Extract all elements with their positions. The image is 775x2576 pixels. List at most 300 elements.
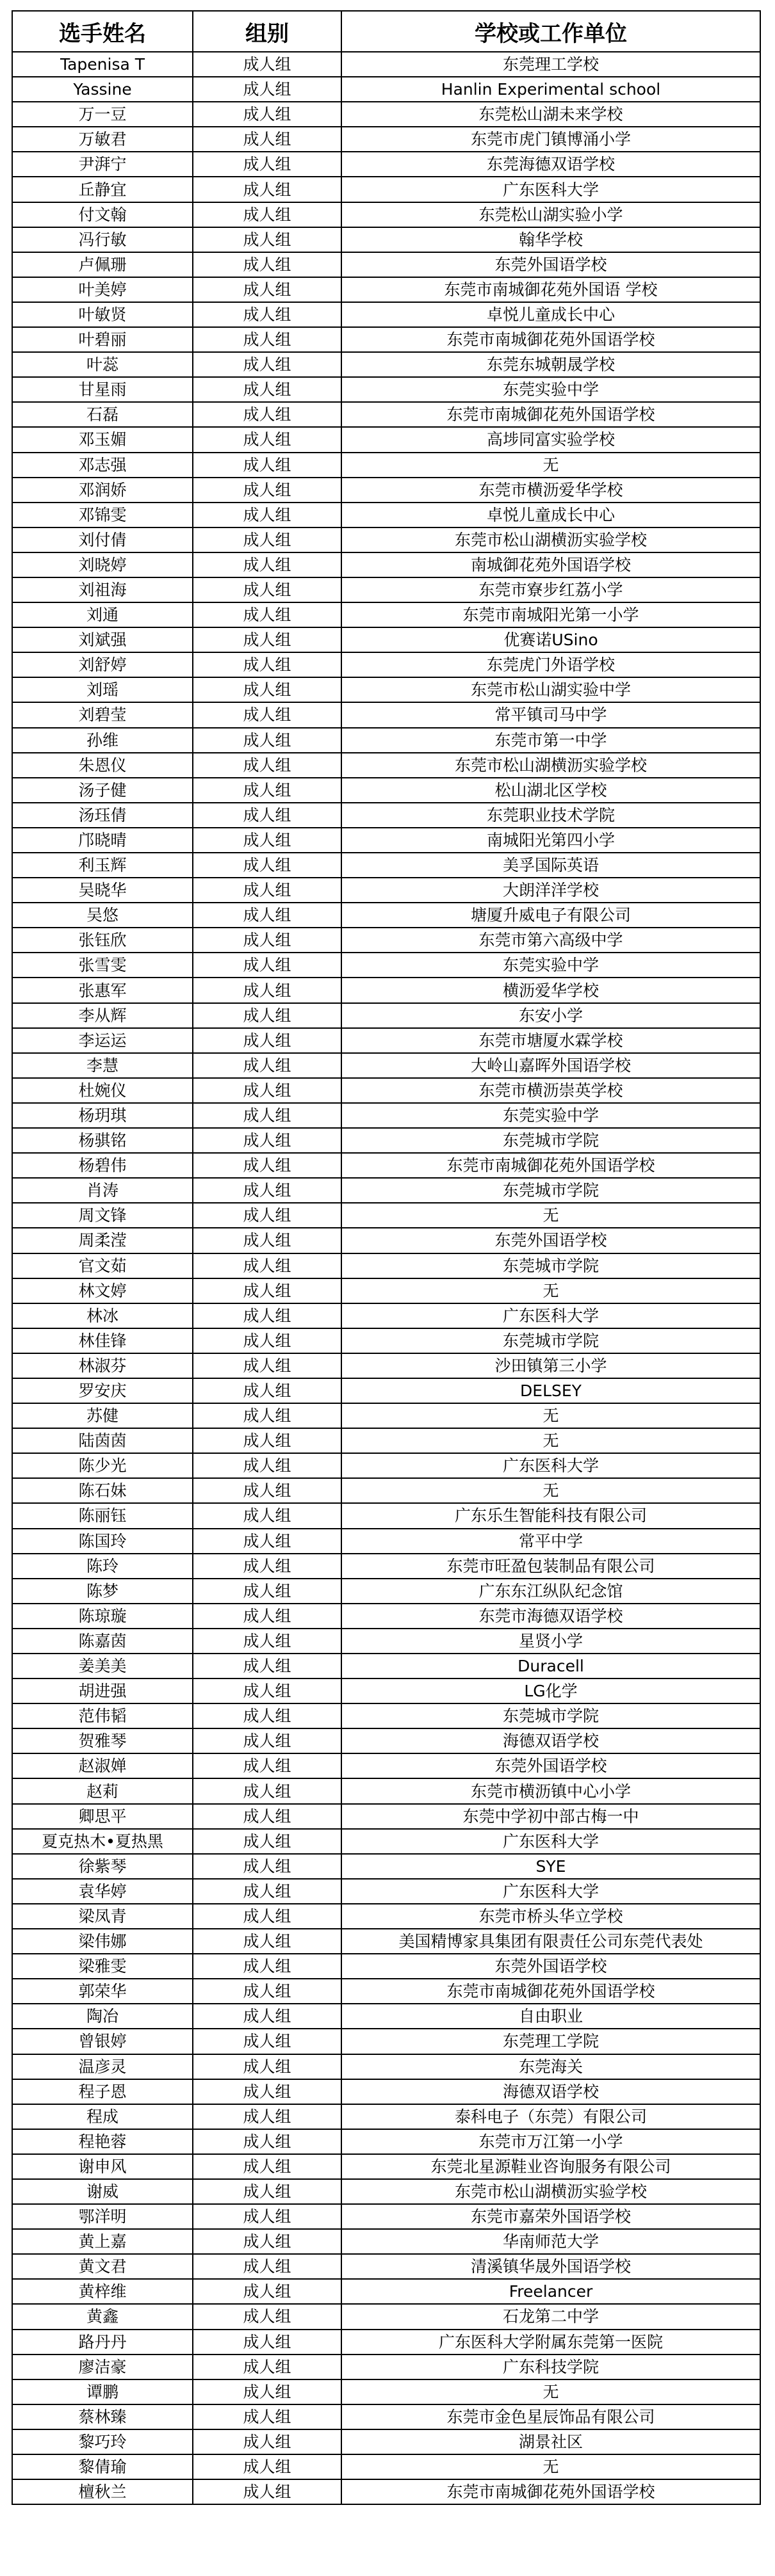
table-row: [12, 1904, 760, 1929]
table-row: [12, 2104, 760, 2129]
table-row: [12, 652, 760, 677]
cell-group: 成人组: [193, 1128, 341, 1153]
cell-group: 成人组: [193, 1554, 341, 1579]
cell-name: 范伟韬: [12, 1703, 193, 1728]
cell-group: 成人组: [193, 1453, 341, 1478]
table-row: [12, 928, 760, 953]
cell-school: 自由职业: [341, 2004, 760, 2029]
cell-name: 陈琼璇: [12, 1604, 193, 1629]
cell-school: DELSEY: [341, 1378, 760, 1403]
cell-group: 成人组: [193, 1353, 341, 1378]
table-row: [12, 1778, 760, 1803]
cell-school: 东莞外国语学校: [341, 1954, 760, 1979]
cell-name: 陈丽钰: [12, 1503, 193, 1528]
table-row: [12, 753, 760, 778]
table-row: [12, 2404, 760, 2429]
cell-school: 石龙第二中学: [341, 2304, 760, 2329]
cell-group: 成人组: [193, 1028, 341, 1053]
cell-name: 万一豆: [12, 102, 193, 127]
cell-school: 广东东江纵队纪念馆: [341, 1579, 760, 1604]
cell-group: 成人组: [193, 853, 341, 878]
cell-school: 东莞市南城御花苑外国语学校: [341, 1153, 760, 1178]
cell-school: 东莞外国语学校: [341, 1753, 760, 1778]
cell-school: 湖景社区: [341, 2429, 760, 2454]
cell-school: 东莞市南城御花苑外国语学校: [341, 402, 760, 427]
cell-group: 成人组: [193, 928, 341, 953]
table-row: [12, 552, 760, 577]
cell-name: 谢威: [12, 2179, 193, 2204]
cell-group: 成人组: [193, 702, 341, 727]
table-row: [12, 377, 760, 402]
cell-school: 常平中学: [341, 1529, 760, 1554]
cell-name: 李运运: [12, 1028, 193, 1053]
table-row: [12, 1654, 760, 1678]
table-row: [12, 602, 760, 627]
cell-school: 东莞市寮步红荔小学: [341, 577, 760, 602]
cell-name: 赵淑婵: [12, 1753, 193, 1778]
cell-name: 徐紫琴: [12, 1854, 193, 1879]
cell-name: 刘斌强: [12, 627, 193, 652]
cell-name: 黄梓维: [12, 2279, 193, 2304]
cell-group: 成人组: [193, 1728, 341, 1753]
table-row: [12, 1003, 760, 1028]
cell-group: 成人组: [193, 227, 341, 252]
cell-name: 吴悠: [12, 903, 193, 928]
cell-group: 成人组: [193, 1153, 341, 1178]
cell-school: 东莞市塘厦水霖学校: [341, 1028, 760, 1053]
table-row: [12, 1954, 760, 1979]
cell-name: 汤子健: [12, 778, 193, 803]
table-row: [12, 978, 760, 1002]
cell-school: 东莞职业技术学院: [341, 803, 760, 828]
cell-school: 东莞理工学院: [341, 2029, 760, 2054]
cell-group: 成人组: [193, 1503, 341, 1528]
cell-name: 叶蕊: [12, 352, 193, 377]
cell-group: 成人组: [193, 953, 341, 978]
cell-name: 李慧: [12, 1053, 193, 1078]
cell-school: 美孚国际英语: [341, 853, 760, 878]
table-row: [12, 1678, 760, 1703]
table-row: [12, 878, 760, 903]
cell-school: 东莞市南城阳光第一小学: [341, 602, 760, 627]
cell-school: 东莞虎门外语学校: [341, 652, 760, 677]
cell-school: 无: [341, 1428, 760, 1453]
cell-name: 胡进强: [12, 1678, 193, 1703]
cell-group: 成人组: [193, 377, 341, 402]
table-row: [12, 1178, 760, 1203]
table-row: [12, 903, 760, 928]
table-row: [12, 1829, 760, 1854]
table-row: [12, 1453, 760, 1478]
table-row: [12, 2054, 760, 2079]
table-row: [12, 503, 760, 527]
table-row: [12, 1428, 760, 1453]
cell-name: 刘舒婷: [12, 652, 193, 677]
table-row: [12, 527, 760, 552]
table-row: [12, 1854, 760, 1879]
cell-name: 张雪雯: [12, 953, 193, 978]
table-row: [12, 327, 760, 352]
cell-group: 成人组: [193, 753, 341, 778]
cell-school: 高埗同富实验学校: [341, 427, 760, 452]
cell-group: 成人组: [193, 1278, 341, 1303]
cell-school: 东莞城市学院: [341, 1128, 760, 1153]
cell-group: 成人组: [193, 1904, 341, 1929]
cell-group: 成人组: [193, 2004, 341, 2029]
cell-school: 海德双语学校: [341, 1728, 760, 1753]
cell-group: 成人组: [193, 503, 341, 527]
cell-name: 朱恩仪: [12, 753, 193, 778]
table-row: [12, 453, 760, 478]
cell-group: 成人组: [193, 252, 341, 277]
table-row: [12, 152, 760, 177]
cell-name: 邓锦雯: [12, 503, 193, 527]
cell-group: 成人组: [193, 402, 341, 427]
cell-school: 东莞市松山湖横沥实验学校: [341, 753, 760, 778]
cell-name: 利玉辉: [12, 853, 193, 878]
cell-group: 成人组: [193, 2279, 341, 2304]
table-row: [12, 277, 760, 302]
table-header: [12, 11, 760, 52]
table-row: [12, 2330, 760, 2355]
cell-name: 刘晓婷: [12, 552, 193, 577]
table-row: [12, 2179, 760, 2204]
cell-name: 甘星雨: [12, 377, 193, 402]
cell-school: 东莞海关: [341, 2054, 760, 2079]
table-row: [12, 778, 760, 803]
cell-name: 邓玉媚: [12, 427, 193, 452]
cell-group: 成人组: [193, 277, 341, 302]
cell-name: 丘静宜: [12, 177, 193, 202]
cell-group: 成人组: [193, 1403, 341, 1428]
cell-name: 官文茹: [12, 1253, 193, 1278]
header-group: 组别: [193, 11, 341, 52]
cell-group: 成人组: [193, 728, 341, 753]
table-row: [12, 2254, 760, 2279]
cell-name: 陈梦: [12, 1579, 193, 1604]
cell-name: 冯行敏: [12, 227, 193, 252]
cell-name: 卿思平: [12, 1804, 193, 1829]
table-row: [12, 2154, 760, 2179]
cell-name: 程子恩: [12, 2079, 193, 2104]
header-name: 选手姓名: [12, 11, 193, 52]
table-row: [12, 1303, 760, 1328]
cell-school: 星贤小学: [341, 1629, 760, 1654]
table-row: [12, 1604, 760, 1629]
cell-school: 卓悦儿童成长中心: [341, 503, 760, 527]
cell-name: 蔡林臻: [12, 2404, 193, 2429]
cell-group: 成人组: [193, 2229, 341, 2254]
cell-school: 海德双语学校: [341, 2079, 760, 2104]
cell-group: 成人组: [193, 527, 341, 552]
cell-school: 广东医科大学附属东莞第一医院: [341, 2330, 760, 2355]
cell-school: 清溪镇华晟外国语学校: [341, 2254, 760, 2279]
cell-name: 石磊: [12, 402, 193, 427]
header-row: [12, 11, 760, 52]
cell-school: 东莞市南城御花苑外国语学校: [341, 327, 760, 352]
table-row: [12, 1728, 760, 1753]
cell-name: 邝晓晴: [12, 828, 193, 853]
cell-group: 成人组: [193, 1203, 341, 1228]
cell-name: 黎巧玲: [12, 2429, 193, 2454]
table-row: [12, 1028, 760, 1053]
table-row: [12, 252, 760, 277]
cell-school: 东莞中学初中部古梅一中: [341, 1804, 760, 1829]
cell-group: 成人组: [193, 1053, 341, 1078]
table-row: [12, 2004, 760, 2029]
cell-school: 广东医科大学: [341, 1303, 760, 1328]
cell-group: 成人组: [193, 2479, 341, 2504]
cell-group: 成人组: [193, 2179, 341, 2204]
cell-school: 东莞实验中学: [341, 1103, 760, 1128]
cell-name: 万敏君: [12, 127, 193, 152]
cell-name: 温彦灵: [12, 2054, 193, 2079]
cell-name: 刘祖海: [12, 577, 193, 602]
table-row: [12, 1353, 760, 1378]
cell-group: 成人组: [193, 102, 341, 127]
cell-group: 成人组: [193, 2204, 341, 2229]
cell-school: 东莞实验中学: [341, 953, 760, 978]
cell-group: 成人组: [193, 1478, 341, 1503]
cell-name: 黄上嘉: [12, 2229, 193, 2254]
cell-name: 路丹丹: [12, 2330, 193, 2355]
cell-name: 黄文君: [12, 2254, 193, 2279]
table-row: [12, 427, 760, 452]
cell-name: 罗安庆: [12, 1378, 193, 1403]
cell-school: 无: [341, 2454, 760, 2479]
cell-group: 成人组: [193, 202, 341, 227]
table-row: [12, 77, 760, 102]
cell-group: 成人组: [193, 602, 341, 627]
cell-school: 东莞理工学校: [341, 52, 760, 77]
cell-group: 成人组: [193, 2079, 341, 2104]
cell-group: 成人组: [193, 2404, 341, 2429]
cell-name: 杨骐铭: [12, 1128, 193, 1153]
table-row: [12, 828, 760, 853]
cell-school: 东莞市南城御花苑外国语学校: [341, 1979, 760, 2004]
cell-school: 东莞北星源鞋业咨询服务有限公司: [341, 2154, 760, 2179]
cell-school: Duracell: [341, 1654, 760, 1678]
cell-school: 广东医科大学: [341, 177, 760, 202]
cell-group: 成人组: [193, 2154, 341, 2179]
cell-group: 成人组: [193, 1804, 341, 1829]
cell-group: 成人组: [193, 1854, 341, 1879]
table-row: [12, 1078, 760, 1103]
cell-school: 东莞市海德双语学校: [341, 1604, 760, 1629]
cell-school: 无: [341, 453, 760, 478]
cell-group: 成人组: [193, 1178, 341, 1203]
cell-group: 成人组: [193, 1678, 341, 1703]
cell-school: 东莞市南城御花苑外国语 学校: [341, 277, 760, 302]
cell-school: 东莞外国语学校: [341, 252, 760, 277]
table-row: [12, 2304, 760, 2329]
cell-name: 梁雅雯: [12, 1954, 193, 1979]
cell-name: 林冰: [12, 1303, 193, 1328]
table-row: [12, 1128, 760, 1153]
cell-group: 成人组: [193, 427, 341, 452]
cell-school: 东莞市桥头华立学校: [341, 1904, 760, 1929]
table-row: [12, 2079, 760, 2104]
cell-school: 优赛诺USino: [341, 627, 760, 652]
table-row: [12, 2379, 760, 2404]
cell-name: 谭鹏: [12, 2379, 193, 2404]
table-row: [12, 478, 760, 503]
table-row: [12, 102, 760, 127]
cell-school: 广东医科大学: [341, 1453, 760, 1478]
cell-school: 东莞市南城御花苑外国语学校: [341, 2479, 760, 2504]
cell-group: 成人组: [193, 878, 341, 903]
table-row: [12, 302, 760, 327]
cell-school: 东莞市万江第一小学: [341, 2129, 760, 2154]
cell-school: 东莞城市学院: [341, 1703, 760, 1728]
cell-group: 成人组: [193, 978, 341, 1002]
table-row: [12, 1629, 760, 1654]
cell-group: 成人组: [193, 2330, 341, 2355]
cell-name: 梁凤青: [12, 1904, 193, 1929]
cell-group: 成人组: [193, 828, 341, 853]
table-row: [12, 2279, 760, 2304]
cell-school: 无: [341, 1403, 760, 1428]
cell-name: 程艳蓉: [12, 2129, 193, 2154]
cell-name: 陶冶: [12, 2004, 193, 2029]
table-row: [12, 577, 760, 602]
cell-group: 成人组: [193, 803, 341, 828]
cell-name: 叶美婷: [12, 277, 193, 302]
cell-name: 谢申风: [12, 2154, 193, 2179]
cell-group: 成人组: [193, 302, 341, 327]
cell-name: 尹湃宁: [12, 152, 193, 177]
cell-group: 成人组: [193, 652, 341, 677]
cell-name: 叶敏贤: [12, 302, 193, 327]
table-row: [12, 2479, 760, 2504]
cell-school: Freelancer: [341, 2279, 760, 2304]
cell-group: 成人组: [193, 627, 341, 652]
cell-group: 成人组: [193, 677, 341, 702]
table-row: [12, 127, 760, 152]
cell-name: Tapenisa T: [12, 52, 193, 77]
cell-school: 广东科技学院: [341, 2355, 760, 2379]
cell-school: 大朗洋洋学校: [341, 878, 760, 903]
table-row: [12, 52, 760, 77]
cell-name: 廖洁豪: [12, 2355, 193, 2379]
cell-group: 成人组: [193, 2379, 341, 2404]
table-row: [12, 1278, 760, 1303]
table-row: [12, 2229, 760, 2254]
cell-school: 东莞市第一中学: [341, 728, 760, 753]
cell-group: 成人组: [193, 778, 341, 803]
cell-group: 成人组: [193, 1253, 341, 1278]
cell-group: 成人组: [193, 2454, 341, 2479]
table-row: [12, 1253, 760, 1278]
table-row: [12, 1804, 760, 1829]
cell-school: 东莞市虎门镇博涌小学: [341, 127, 760, 152]
cell-name: 梁伟娜: [12, 1929, 193, 1954]
table-row: [12, 2029, 760, 2054]
cell-group: 成人组: [193, 1829, 341, 1854]
cell-group: 成人组: [193, 2054, 341, 2079]
cell-school: 美国精博家具集团有限责任公司东莞代表处: [341, 1929, 760, 1954]
roster-container: [12, 10, 760, 2505]
cell-school: 东莞松山湖未来学校: [341, 102, 760, 127]
cell-school: SYE: [341, 1854, 760, 1879]
cell-group: 成人组: [193, 1003, 341, 1028]
cell-name: 李从辉: [12, 1003, 193, 1028]
cell-group: 成人组: [193, 1778, 341, 1803]
table-row: [12, 202, 760, 227]
cell-group: 成人组: [193, 1879, 341, 1904]
cell-school: 东莞市横沥镇中心小学: [341, 1778, 760, 1803]
cell-school: 无: [341, 1478, 760, 1503]
cell-name: 袁华婷: [12, 1879, 193, 1904]
cell-name: 张钰欣: [12, 928, 193, 953]
cell-name: 陆茵茵: [12, 1428, 193, 1453]
cell-school: 横沥爱华学校: [341, 978, 760, 1002]
cell-name: 黄鑫: [12, 2304, 193, 2329]
cell-name: Yassine: [12, 77, 193, 102]
cell-name: 刘付倩: [12, 527, 193, 552]
cell-school: 东莞市横沥崇英学校: [341, 1078, 760, 1103]
cell-school: 东莞市松山湖横沥实验学校: [341, 527, 760, 552]
table-body: [12, 52, 760, 2504]
cell-group: 成人组: [193, 1303, 341, 1328]
table-row: [12, 1979, 760, 2004]
cell-group: 成人组: [193, 177, 341, 202]
cell-group: 成人组: [193, 2104, 341, 2129]
cell-group: 成人组: [193, 1428, 341, 1453]
table-row: [12, 803, 760, 828]
cell-school: 华南师范大学: [341, 2229, 760, 2254]
table-row: [12, 1228, 760, 1253]
cell-name: 陈嘉茵: [12, 1629, 193, 1654]
cell-school: 东莞市松山湖横沥实验学校: [341, 2179, 760, 2204]
cell-school: Hanlin Experimental school: [341, 77, 760, 102]
cell-name: 杨玥琪: [12, 1103, 193, 1128]
cell-name: 陈少光: [12, 1453, 193, 1478]
roster-table: [12, 10, 761, 2505]
cell-school: 东莞城市学院: [341, 1328, 760, 1353]
cell-group: 成人组: [193, 1228, 341, 1253]
cell-name: 卢佩珊: [12, 252, 193, 277]
cell-group: 成人组: [193, 2355, 341, 2379]
table-row: [12, 1503, 760, 1528]
table-row: [12, 853, 760, 878]
table-row: [12, 1378, 760, 1403]
header-school: 学校或工作单位: [341, 11, 760, 52]
cell-group: 成人组: [193, 1103, 341, 1128]
cell-name: 杜婉仪: [12, 1078, 193, 1103]
cell-name: 肖涛: [12, 1178, 193, 1203]
cell-name: 张惠军: [12, 978, 193, 1002]
table-row: [12, 702, 760, 727]
cell-name: 刘碧莹: [12, 702, 193, 727]
cell-school: 广东乐生智能科技有限公司: [341, 1503, 760, 1528]
cell-school: 东莞松山湖实验小学: [341, 202, 760, 227]
cell-group: 成人组: [193, 1979, 341, 2004]
cell-group: 成人组: [193, 77, 341, 102]
cell-group: 成人组: [193, 2429, 341, 2454]
cell-group: 成人组: [193, 1753, 341, 1778]
table-row: [12, 1703, 760, 1728]
table-row: [12, 1153, 760, 1178]
cell-name: 苏健: [12, 1403, 193, 1428]
table-row: [12, 227, 760, 252]
cell-name: 付文翰: [12, 202, 193, 227]
cell-name: 陈玲: [12, 1554, 193, 1579]
cell-group: 成人组: [193, 1579, 341, 1604]
cell-school: 广东医科大学: [341, 1829, 760, 1854]
cell-group: 成人组: [193, 577, 341, 602]
cell-name: 郭荣华: [12, 1979, 193, 2004]
